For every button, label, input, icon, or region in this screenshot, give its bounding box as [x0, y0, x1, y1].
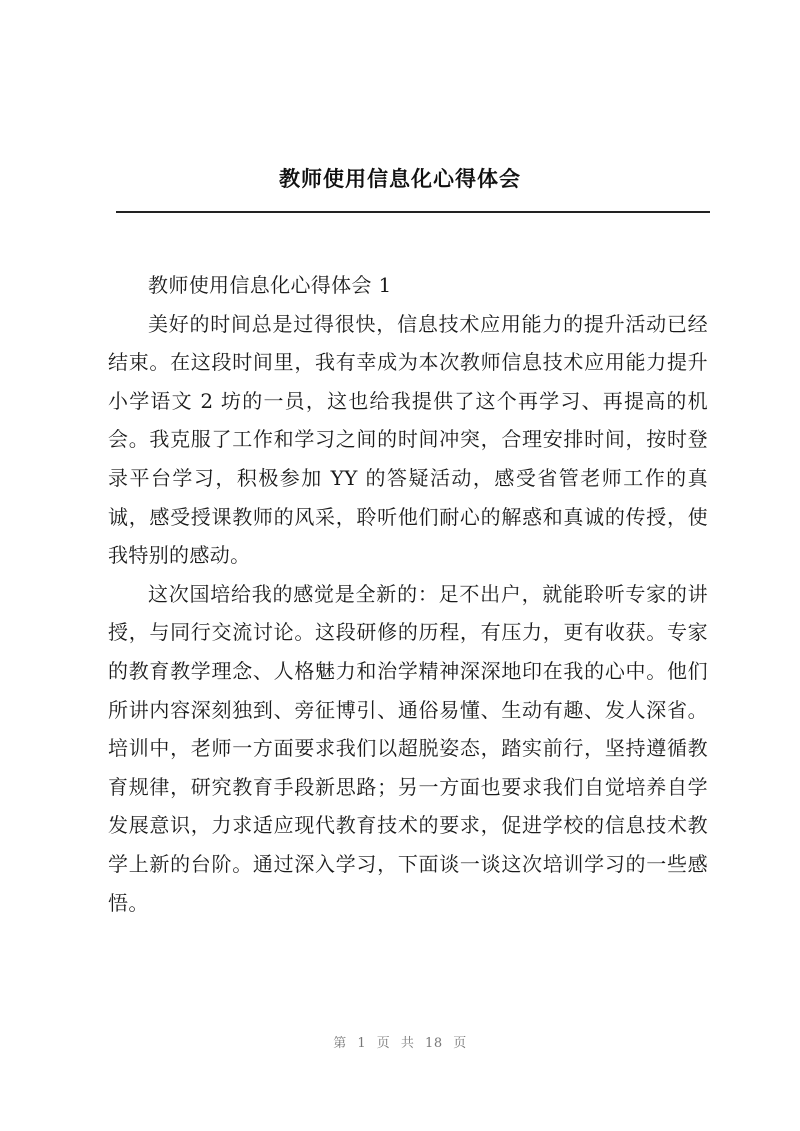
paragraph-2: 这次国培给我的感觉是全新的：足不出户，就能聆听专家的讲授，与同行交流讨论。这段研修的历程，有压力，更有收获。专家的教育教学理念、人格魅力和治学精神深深地印在我的心中。他们所讲内容深刻独到、旁征博引、通俗易懂、生动有趣、发人深省。培训中，老师一方面要求我们以超脱姿态，踏实前行，坚持遵循教育规律，研究教育手段新思路；另一方面也要求我们自觉培养自学发展意识，力求适应现代教育技术的要求，促进学校的信息技术教学上新的台阶。通过深入学习，下面谈一谈这次培训学习的一些感悟。 [108, 581, 708, 915]
title-divider [116, 211, 710, 213]
paragraph-1: 美好的时间总是过得很快，信息技术应用能力的提升活动已经结束。在这段时间里，我有幸成为本次教师信息技术应用能力提升小学语文 2 坊的一员，这也给我提供了这个再学习、再提高的机会。我克服了工作和学习之间的时间冲突，合理安排时间，按时登录平台学习，积极参加 YY 的答疑活动，感受省管老师工作的真诚，感受授课教师的风采，聆听他们耐心的解惑和真诚的传授，使我特别的感动。 [108, 311, 708, 568]
document-title: 教师使用信息化心得体会 [279, 167, 521, 191]
page-number-footer: 第 1 页 共 18 页 [333, 1036, 467, 1051]
document-body [108, 266, 708, 922]
section-heading: 教师使用信息化心得体会 1 [148, 273, 392, 297]
